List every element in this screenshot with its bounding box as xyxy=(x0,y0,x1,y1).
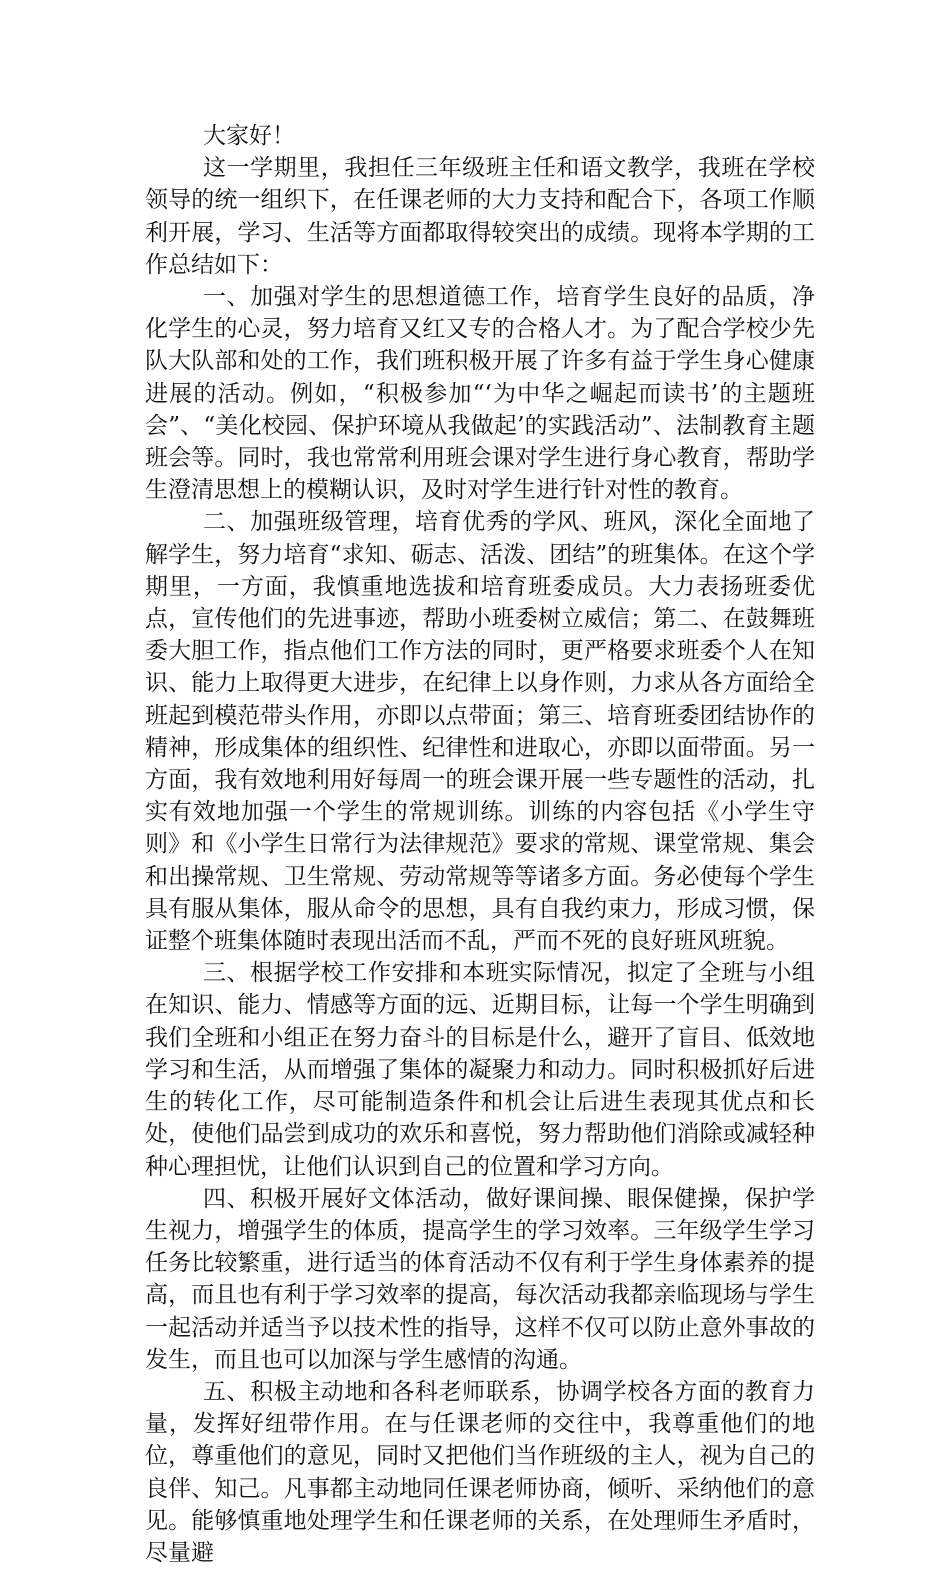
document-body xyxy=(145,120,815,1569)
paragraph-section-5: 五、积极主动地和各科老师联系，协调学校各方面的教育力量，发挥好纽带作用。在与任课老师的交往中，我尊重他们的地位，尊重他们的意见，同时又把他们当作班级的主人，视为自己的良伴、知己。凡事都主动地同任课老师协商，倾听、采纳他们的意见。能够慎重地处理学生和任课老师的关系，在处理师生矛盾时，尽量避 xyxy=(145,1378,815,1566)
paragraph-section-2: 二、加强班级管理，培育优秀的学风、班风，深化全面地了解学生，努力培育“求知、砺志、活泼、团结”的班集体。在这个学期里，一方面，我慎重地选拔和培育班委成员。大力表扬班委优点，宣传他们的先进事迹，帮助小班委树立威信；第二、在鼓舞班委大胆工作，指点他们工作方法的同时，更严格要求班委个人在知识、能力上取得更大进步，在纪律上以身作则，力求从各方面给全班起到模范带头作用，亦即以点带面；第三、培育班委团结协作的精神，形成集体的组织性、纪律性和进取心，亦即以面带面。另一方面，我有效地利用好每周一的班会课开展一些专题性的活动，扎实有效地加强一个学生的常规训练。训练的内容包括《小学生守则》和《小学生日常行为法律规范》要求的常规、课堂常规、集会和出操常规、卫生常规、劳动常规等等诸多方面。务必使每个学生具有服从集体，服从命令的思想，具有自我约束力，形成习惯，保证整个班集体随时表现出活而不乱，严而不死的良好班风班貌。 xyxy=(145,509,815,955)
greeting-line: 大家好！ xyxy=(203,123,295,149)
paragraph-section-1: 一、加强对学生的思想道德工作，培育学生良好的品质，净化学生的心灵，努力培育又红又专的合格人才。为了配合学校少先队大队部和处的工作，我们班积极开展了许多有益于学生身心健康进展的活动。例如，“积极参加“‘为中华之崛起而读书’的主题班会”、“美化校园、保护环境从我做起’的实践活动”、法制教育主题班会等。同时，我也常常利用班会课对学生进行身心教育，帮助学生澄清思想上的模糊认识，及时对学生进行针对性的教育。 xyxy=(145,284,815,504)
paragraph-intro: 这一学期里，我担任三年级班主任和语文教学，我班在学校领导的统一组织下，在任课老师的大力支持和配合下，各项工作顺利开展，学习、生活等方面都取得较突出的成绩。现将本学期的工作总结如下： xyxy=(145,155,815,278)
paragraph-section-3: 三、根据学校工作安排和本班实际情况，拟定了全班与小组在知识、能力、情感等方面的远、近期目标，让每一个学生明确到我们全班和小组正在努力奋斗的目标是什么，避开了盲目、低效地学习和生活，从而增强了集体的凝聚力和动力。同时积极抓好后进生的转化工作，尽可能制造条件和机会让后进生表现其优点和长处，使他们品尝到成功的欢乐和喜悦，努力帮助他们消除或减轻种种心理担忧，让他们认识到自己的位置和学习方向。 xyxy=(145,960,815,1180)
paragraph-section-4: 四、积极开展好文体活动，做好课间操、眼保健操，保护学生视力，增强学生的体质，提高学生的学习效率。三年级学生学习任务比较繁重，进行适当的体育活动不仅有利于学生身体素养的提高，而且也有利于学习效率的提高，每次活动我都亲临现场与学生一起活动并适当予以技术性的指导，这样不仅可以防止意外事故的发生，而且也可以加深与学生感情的沟通。 xyxy=(145,1185,815,1373)
